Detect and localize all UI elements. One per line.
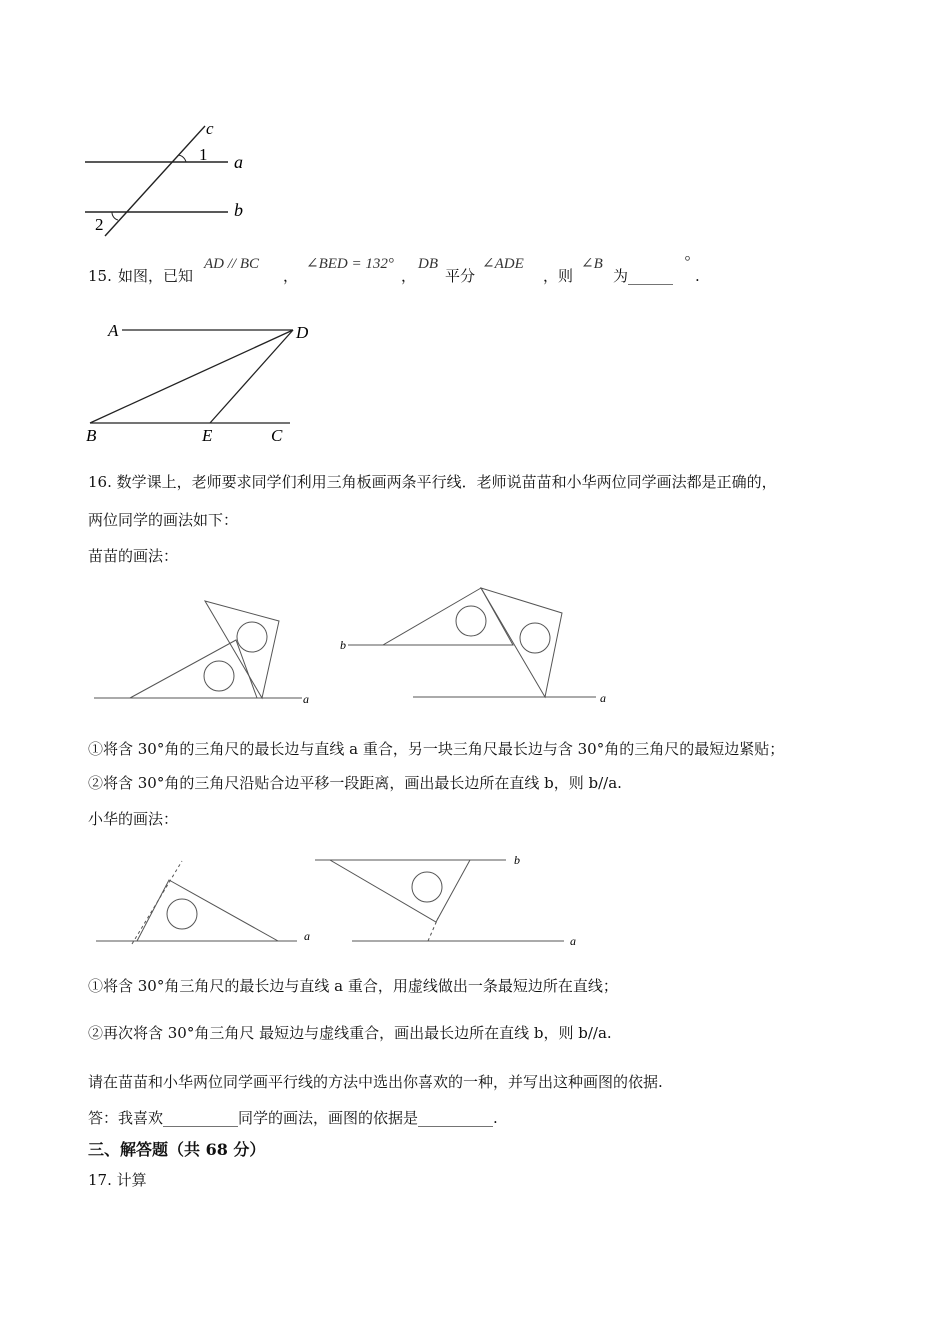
triangle-ruler [205,601,279,698]
q15-sep2: ， [401,267,417,285]
q15-end: . [695,267,700,285]
q14-figure [80,118,270,243]
xiaohua-step1: ①将含 30°角三角尺的最长边与直线 a 重合，用虚线做出一条最短边所在直线； [88,977,618,995]
label-b: b [514,853,520,867]
q15-text4: 为______ [613,267,674,285]
q16-line1: 16. 数学课上，老师要求同学们利用三角板画两条平行线．老师说苗苗和小华两位同学画法都是正确的， [88,473,777,491]
xiaohua-title: 小华的画法： [88,810,179,828]
q15-number: 15. [88,267,112,285]
q15-text3: ，则 [543,267,574,285]
q15-sep1: ， [283,267,299,285]
miaomiao-title: 苗苗的画法： [88,547,179,565]
point-C: C [271,426,283,445]
triangle-hole [456,606,486,636]
label-2: 2 [95,215,104,234]
xiaohua-step2: ②再次将含 30°角三角尺 最短边与虚线重合，画出最长边所在直线 b，则 b//a. [88,1024,612,1042]
q15-cond2: ∠BED = 132° [306,256,394,272]
label-a: a [234,152,243,172]
label-a: a [304,929,310,943]
triangle-hole [167,899,197,929]
q16-answer: 答：我喜欢__________同学的画法，画图的依据是__________. [88,1109,498,1127]
label-b: b [340,638,346,652]
label-1: 1 [199,145,208,164]
miaomiao-step1: ①将含 30°角的三角尺的最长边与直线 a 重合，另一块三角尺最长边与含 30°角的三角尺的最短边紧贴； [88,740,785,758]
xiaohua-figure-1 [92,858,322,953]
triangle-30-deg [137,880,278,941]
point-B: B [86,426,97,445]
segment-ED [210,330,293,423]
triangle-30-deg [130,640,257,698]
section-3-title: 三、解答题（共 68 分） [88,1140,266,1159]
label-c: c [206,119,214,138]
xiaohua-figure-2 [310,850,590,950]
q17-text: 17. 计算 [88,1171,147,1189]
segment-BD [90,330,293,423]
triangle-ruler [481,588,562,697]
q15-cond1: AD // BC [204,256,259,272]
dashed-line [132,861,182,944]
label-a: a [570,934,576,948]
label-a: a [600,691,606,705]
miaomiao-step2: ②将含 30°角的三角尺沿贴合边平移一段距离，画出最长边所在直线 b，则 b//a. [88,774,622,792]
triangle-30-deg [383,588,513,645]
ruler-hole [520,623,550,653]
point-A: A [108,321,119,340]
q15-text2: 平分 [445,267,476,285]
triangle-hole [412,872,442,902]
miaomiao-figure-1 [92,595,332,715]
q16-line2: 两位同学的画法如下： [88,511,239,529]
triangle-30-deg [330,860,470,922]
point-D: D [296,323,309,342]
miaomiao-figure-2 [338,583,618,713]
q15-text1: 如图，已知 [118,267,194,285]
q15-figure [80,318,330,448]
angle-2-arc [112,212,118,220]
label-a: a [303,692,309,706]
angle-1-arc [178,155,186,162]
q15-degree: ° [684,254,690,270]
q15-cond3: DB [418,256,438,272]
q15-question [88,254,788,294]
triangle-hole [204,661,234,691]
q15-cond4: ∠ADE [482,256,524,272]
q16-prompt: 请在苗苗和小华两位同学画平行线的方法中选出你喜欢的一种，并写出这种画图的依据. [88,1073,663,1091]
point-E: E [202,426,213,445]
ruler-hole [237,622,267,652]
label-b: b [234,200,243,220]
q15-cond5: ∠B [581,256,603,272]
line-c [105,126,205,236]
